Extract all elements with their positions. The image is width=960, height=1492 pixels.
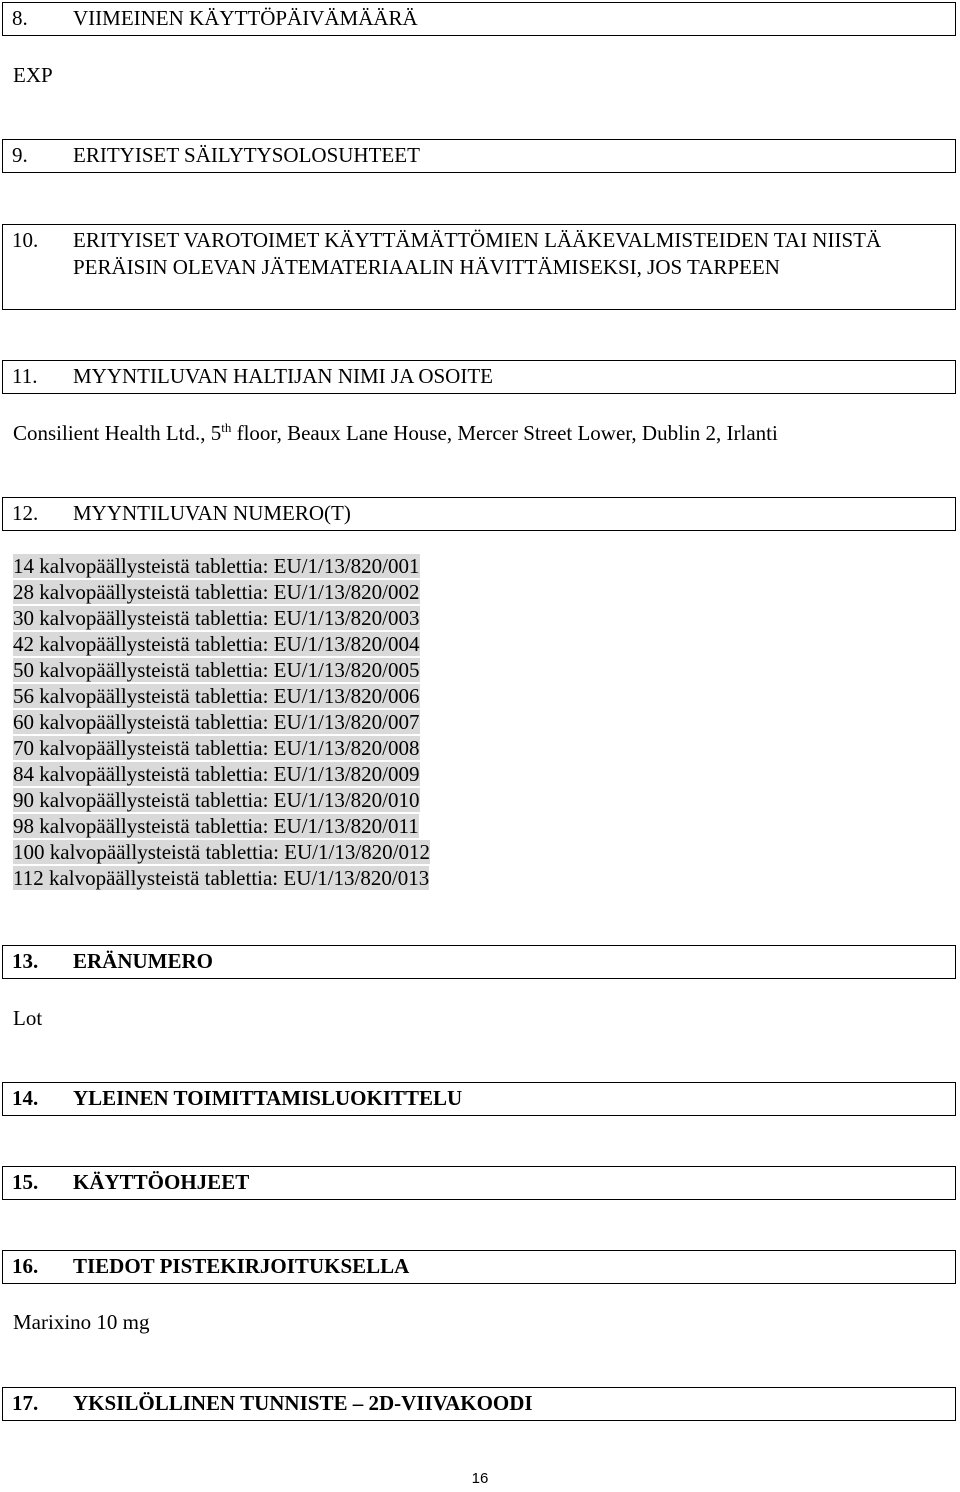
section-11-heading [2, 360, 956, 394]
ma-number-row [13, 787, 420, 813]
ma-number-row [13, 553, 420, 579]
braille-text: Marixino 10 mg [13, 1310, 150, 1334]
section-number: 14. [12, 1086, 39, 1110]
section-title: MYYNTILUVAN NUMERO(T) [73, 501, 351, 525]
holder-address-part: Consilient Health Ltd., 5 [13, 421, 222, 445]
section-15-heading [2, 1166, 956, 1200]
holder-address-part: floor, Beaux Lane House, Mercer Street Lower, Dublin 2, Irlanti [231, 421, 778, 445]
ma-number-text: 28 kalvopäällysteistä tablettia: EU/1/13/820/002 [13, 580, 420, 604]
section-title: ERÄNUMERO [73, 949, 213, 973]
ma-number-row [13, 683, 420, 709]
section-title: YLEINEN TOIMITTAMISLUOKITTELU [73, 1086, 463, 1110]
ma-number-text: 100 kalvopäällysteistä tablettia: EU/1/13/820/012 [13, 840, 431, 864]
ma-number-text: 112 kalvopäällysteistä tablettia: EU/1/13/820/013 [13, 866, 430, 890]
section-number: 10. [12, 228, 39, 252]
section-number: 8. [12, 6, 28, 30]
section-title: KÄYTTÖOHJEET [73, 1170, 250, 1194]
section-title: ERITYISET VAROTOIMET KÄYTTÄMÄTTÖMIEN LÄÄKEVALMISTEIDEN TAI NIISTÄ PERÄISIN OLEVAN JÄTEMATERIAALIN HÄVITTÄMISEKSI, JOS TARPEEN [73, 228, 882, 279]
section-number: 16. [12, 1254, 39, 1278]
ma-number-row [13, 631, 420, 657]
ma-number-text: 42 kalvopäällysteistä tablettia: EU/1/13/820/004 [13, 632, 420, 656]
ma-number-text: 50 kalvopäällysteistä tablettia: EU/1/13/820/005 [13, 658, 420, 682]
section-number: 9. [12, 143, 28, 167]
exp-text: EXP [13, 63, 53, 87]
holder-address-sup: th [221, 420, 232, 435]
ma-number-text: 90 kalvopäällysteistä tablettia: EU/1/13/820/010 [13, 788, 420, 812]
section-14-heading [2, 1082, 956, 1116]
ma-number-row [13, 579, 420, 605]
section-16-heading [2, 1250, 956, 1284]
ma-number-row [13, 735, 420, 761]
section-number: 12. [12, 501, 39, 525]
ma-number-text: 56 kalvopäällysteistä tablettia: EU/1/13/820/006 [13, 684, 420, 708]
section-title: TIEDOT PISTEKIRJOITUKSELLA [73, 1254, 410, 1278]
section-17-heading [2, 1387, 956, 1421]
ma-number-text: 60 kalvopäällysteistä tablettia: EU/1/13/820/007 [13, 710, 420, 734]
ma-number-text: 84 kalvopäällysteistä tablettia: EU/1/13/820/009 [13, 762, 420, 786]
ma-number-row [13, 813, 419, 839]
section-10-heading [2, 224, 956, 310]
page-number: 16 [471, 1470, 489, 1487]
ma-number-row [13, 839, 430, 865]
ma-number-row [13, 865, 429, 891]
section-title: MYYNTILUVAN HALTIJAN NIMI JA OSOITE [73, 364, 493, 388]
ma-number-row [13, 709, 420, 735]
ma-number-row [13, 761, 420, 787]
section-title: YKSILÖLLINEN TUNNISTE – 2D-VIIVAKOODI [73, 1391, 533, 1415]
ma-number-text: 30 kalvopäällysteistä tablettia: EU/1/13/820/003 [13, 606, 420, 630]
lot-text: Lot [13, 1006, 43, 1030]
section-title: VIIMEINEN KÄYTTÖPÄIVÄMÄÄRÄ [73, 6, 418, 30]
section-13-heading [2, 945, 956, 979]
section-number: 17. [12, 1391, 39, 1415]
section-number: 15. [12, 1170, 39, 1194]
holder-address [13, 420, 778, 446]
section-number: 13. [12, 949, 39, 973]
section-9-heading [2, 139, 956, 173]
ma-number-text: 98 kalvopäällysteistä tablettia: EU/1/13/820/011 [13, 814, 419, 838]
section-title: ERITYISET SÄILYTYSOLOSUHTEET [73, 143, 420, 167]
section-8-heading [2, 2, 956, 36]
section-number: 11. [12, 364, 38, 388]
ma-number-row [13, 657, 420, 683]
ma-number-text: 70 kalvopäällysteistä tablettia: EU/1/13/820/008 [13, 736, 420, 760]
section-12-heading [2, 497, 956, 531]
marketing-authorisation-list [13, 553, 430, 891]
ma-number-row [13, 605, 420, 631]
ma-number-text: 14 kalvopäällysteistä tablettia: EU/1/13/820/001 [13, 554, 420, 578]
